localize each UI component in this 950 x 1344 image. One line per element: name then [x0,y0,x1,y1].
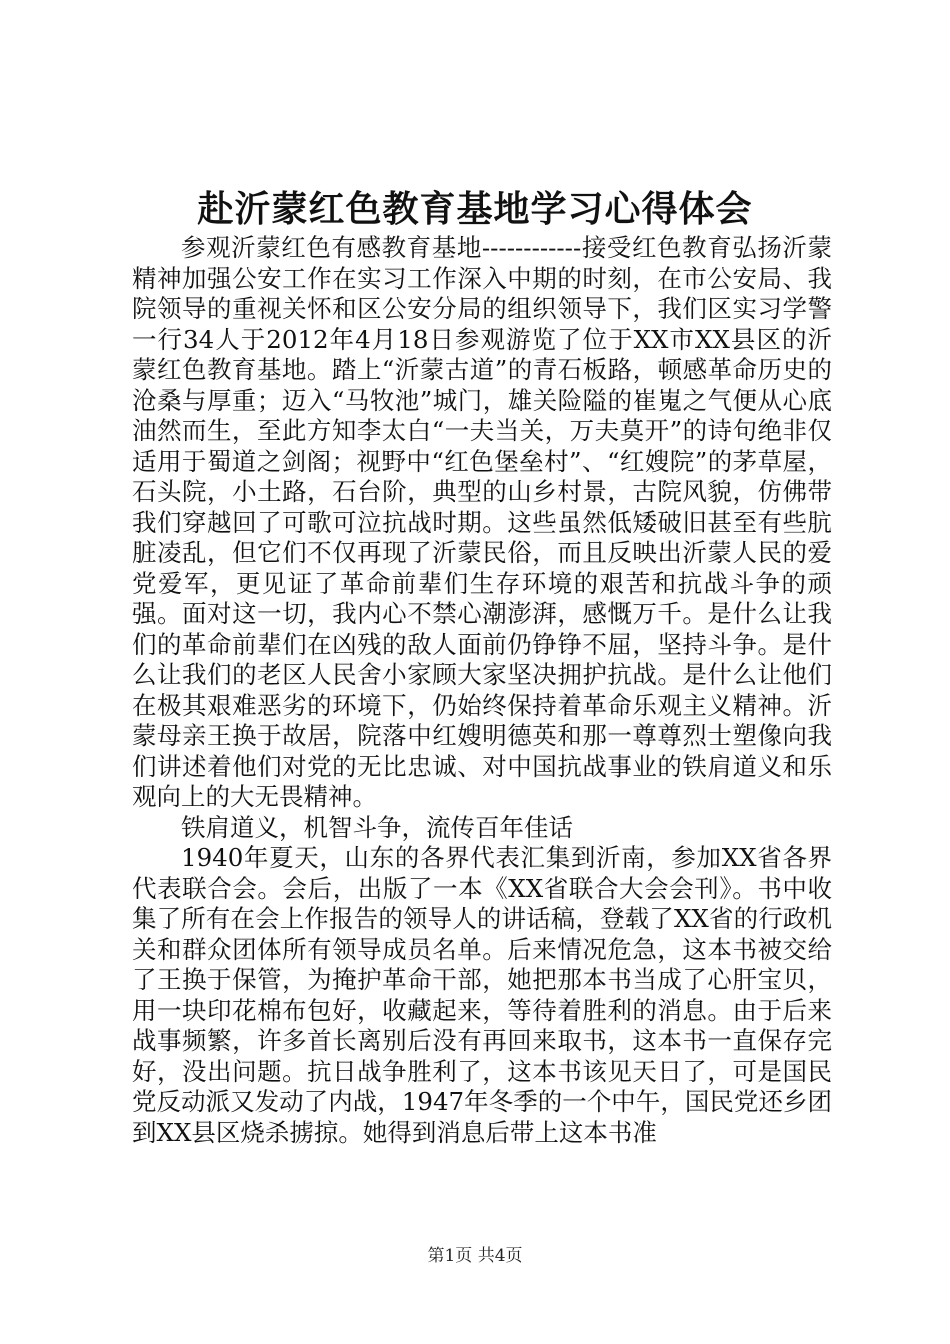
document-body [132,233,832,1148]
paragraph-1940-story: 1940年夏天，山东的各界代表汇集到沂南，参加XX省各界代表联合会。会后，出版了一本《XX省联合大会会刊》。书中收集了所有在会上作报告的领导人的讲话稿，登载了XX省的行政机关和群众团体所有领导成员名单。后来情况危急，这本书被交给了王换于保管，为掩护革命干部，她把那本书当成了心肝宝贝，用一块印花棉布包好，收藏起来，等待着胜利的消息。由于后来战事频繁，许多首长离别后没有再回来取书，这本书一直保存完好，没出问题。抗日战争胜利了，这本书该见天日了，可是国民党反动派又发动了内战，1947年冬季的一个中午，国民党还乡团到XX县区烧杀掳掠。她得到消息后带上这本书准 [132,843,832,1147]
page-footer: 第1页 共4页 [427,1246,523,1266]
section-heading: 铁肩道义，机智斗争，流传百年佳话 [181,812,573,842]
paragraph-intro: 参观沂蒙红色有感教育基地------------接受红色教育弘扬沂蒙精神加强公安工作在实习工作深入中期的时刻，在市公安局、我院领导的重视关怀和区公安分局的组织领导下，我们区实习学警一行34人于2012年4月18日参观游览了位于XX市XX县区的沂蒙红色教育基地。踏上“沂蒙古道”的青石板路，顿感革命历史的沧桑与厚重；迈入“马牧池”城门，雄关险隘的崔嵬之气便从心底油然而生，至此方知李太白“一夫当关，万夫莫开”的诗句绝非仅适用于蜀道之剑阁；视野中“红色堡垒村”、“红嫂院”的茅草屋，石头院，小土路，石台阶，典型的山乡村景，古院风貌，仿佛带我们穿越回了可歌可泣抗战时期。这些虽然低矮破旧甚至有些肮脏凌乱，但它们不仅再现了沂蒙民俗，而且反映出沂蒙人民的爱党爱军，更见证了革命前辈们生存环境的艰苦和抗战斗争的顽强。面对这一切，我内心不禁心潮澎湃，感慨万千。是什么让我们的革命前辈们在凶残的敌人面前仍铮铮不屈，坚持斗争。是什么让我们的老区人民舍小家顾大家坚决拥护抗战。是什么让他们在极其艰难恶劣的环境下，仍始终保持着革命乐观主义精神。沂蒙母亲王换于故居，院落中红嫂明德英和那一尊尊烈士塑像向我们讲述着他们对党的无比忠诚、对中国抗战事业的铁肩道义和乐观向上的大无畏精神。 [132,233,832,811]
document-title: 赴沂蒙红色教育基地学习心得体会 [197,188,753,230]
